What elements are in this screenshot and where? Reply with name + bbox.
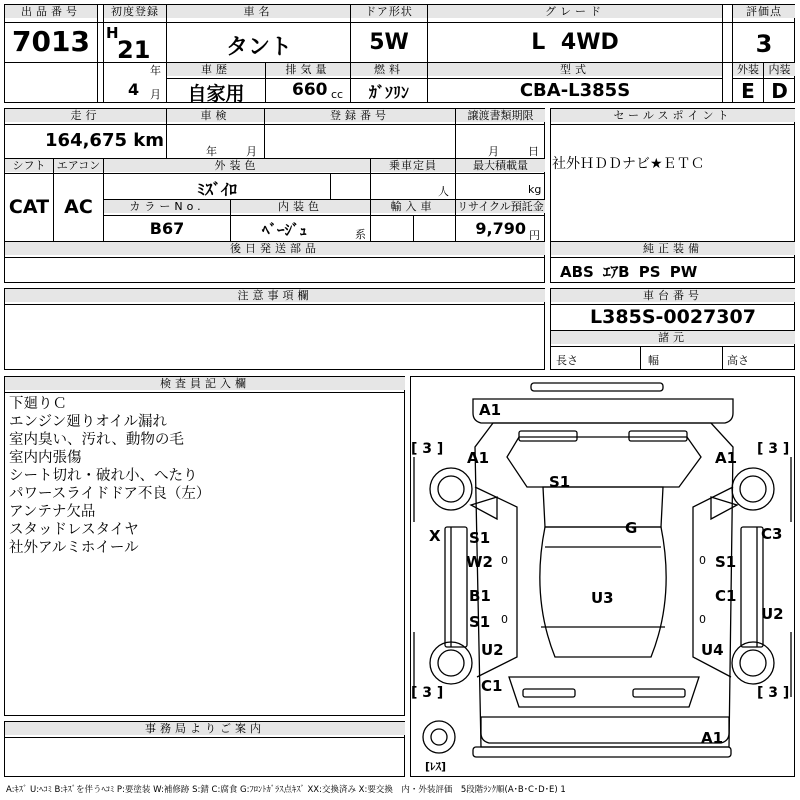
capacity-unit: 人 xyxy=(438,185,449,198)
score-label: 評価点 xyxy=(733,5,795,18)
model-label: 型式 xyxy=(428,63,722,76)
body-outline xyxy=(475,423,733,747)
era: H xyxy=(106,24,119,42)
mark-right-rocker-b: U2 xyxy=(761,605,784,623)
reg-number-label: 登録番号 xyxy=(265,109,455,122)
inspector-line: エンジン廻りオイル漏れ xyxy=(9,414,168,430)
inspector-line: 社外アルミホイール xyxy=(9,540,139,556)
import-label: 輸入車 xyxy=(371,200,455,213)
inspector-line: 下廻りＣ xyxy=(9,396,67,412)
shift: CAT xyxy=(8,196,50,218)
mark-left-rocker: X xyxy=(429,527,441,545)
grade-label: グレード xyxy=(428,5,722,18)
exterior-label: 外装 xyxy=(733,63,763,76)
grade: L 4WD xyxy=(531,30,619,55)
inspector-label: 検査員記入欄 xyxy=(5,377,405,390)
lot-label: 出品番号 xyxy=(5,5,97,18)
mark-rear-bumper: A1 xyxy=(701,729,724,747)
sales-point-label: セールスポイント xyxy=(551,109,795,122)
shift-label: シフト xyxy=(5,159,53,172)
fuel-label: 燃料 xyxy=(351,63,427,76)
interior-color: ﾍﾞｰｼﾞｭ xyxy=(262,221,308,239)
door-type-label: ドア形状 xyxy=(351,5,427,18)
recycle-fee-label: リサイクル預託金 xyxy=(457,200,544,213)
mark-left-rear-bottom: C1 xyxy=(481,677,503,695)
car-name: タント xyxy=(225,35,292,60)
chassis-number: L385S-0027307 xyxy=(590,306,756,328)
chassis-label: 車台番号 xyxy=(551,289,795,302)
interior-grade: D xyxy=(771,79,788,103)
color-number-label: カラーNo. xyxy=(104,200,230,213)
history-label: 車歴 xyxy=(167,63,265,76)
height-label: 高さ xyxy=(727,354,749,367)
equipment-label: 純正装備 xyxy=(551,242,795,255)
recycle-fee: 9,790 xyxy=(475,219,526,238)
recycle-fee-unit: 円 xyxy=(529,229,540,242)
displacement: 660 xyxy=(292,80,328,100)
interior-label: 内装 xyxy=(764,63,795,76)
aircon-label: エアコン xyxy=(54,159,103,172)
mark-right-front-door: S1 xyxy=(715,553,737,571)
exterior-grade: E xyxy=(741,79,755,103)
history: 自家用 xyxy=(187,83,245,105)
fuel: ｶﾞｿﾘﾝ xyxy=(368,83,409,102)
inspector-line: 室内内張傷 xyxy=(9,450,82,466)
mark-zero-2: 0 xyxy=(699,554,706,567)
tread-rear-right: [ 3 ] xyxy=(757,685,790,701)
inspection-year-unit: 年 xyxy=(206,145,217,158)
first-reg-label: 初度登録 xyxy=(104,5,166,18)
displacement-label: 排気量 xyxy=(266,63,350,76)
front-bumper-part xyxy=(531,383,663,391)
transfer-deadline-label: 譲渡書類期限 xyxy=(456,109,545,122)
inspector-line: スタッドレスタイヤ xyxy=(9,522,139,538)
mark-left-front-door-a: S1 xyxy=(469,529,491,547)
car-diagram xyxy=(410,376,795,777)
notes-label: 注意事項欄 xyxy=(5,289,545,302)
car-name-label: 車名 xyxy=(167,5,350,18)
inspector-line: パワースライドドア不良（左） xyxy=(9,486,211,502)
inspector-line: 室内臭い、汚れ、動物の毛 xyxy=(9,432,184,448)
tread-rear-left: [ 3 ] xyxy=(411,685,444,701)
later-parts-label: 後日発送部品 xyxy=(5,242,545,255)
transfer-day-unit: 日 xyxy=(528,145,539,158)
mark-left-front-door-b: W2 xyxy=(466,553,493,571)
spare-tire-note: [ﾚｽ] xyxy=(425,760,447,773)
mark-zero-4: 0 xyxy=(699,613,706,626)
exterior-color: ﾐｽﾞｲﾛ xyxy=(196,180,237,199)
lot-number: 7013 xyxy=(12,25,90,58)
color-number: B67 xyxy=(149,219,185,238)
length-label: 長さ xyxy=(556,354,578,367)
interior-color-unit: 系 xyxy=(355,228,366,241)
wheel-front-left xyxy=(430,468,472,510)
mark-zero-3: 0 xyxy=(501,613,508,626)
equipment-text: ABS ｴｱB PS PW xyxy=(560,263,698,281)
mark-left-rear-quarter: U2 xyxy=(481,641,504,659)
capacity-label: 乗車定員 xyxy=(371,159,455,172)
aircon: AC xyxy=(64,196,93,218)
mark-right-rocker-a: C3 xyxy=(761,525,783,543)
mileage-label: 走行 xyxy=(5,109,166,122)
office-label: 事務局よりご案内 xyxy=(5,722,405,735)
displacement-unit: cc xyxy=(331,88,344,101)
tread-front-left: [ 3 ] xyxy=(411,441,444,457)
specs-label: 諸元 xyxy=(551,331,795,344)
mark-hood: S1 xyxy=(549,473,571,491)
front-bumper-outline xyxy=(473,399,733,423)
transfer-month-unit: 月 xyxy=(488,145,499,158)
mark-left-rear-door-b: S1 xyxy=(469,613,491,631)
wheel-rear-right xyxy=(732,642,774,684)
wheel-rear-left xyxy=(430,642,472,684)
mark-windshield: G xyxy=(625,519,638,537)
inspection-month-unit: 月 xyxy=(246,145,257,158)
sales-point-text: 社外ＨＤＤナビ★ＥＴＣ xyxy=(552,156,705,172)
inspection-label: 車検 xyxy=(167,109,264,122)
mark-front-bumper: A1 xyxy=(479,401,502,419)
inspector-line: アンテナ欠品 xyxy=(9,504,96,520)
mark-roof: U3 xyxy=(591,589,614,607)
mark-left-rear-door-a: B1 xyxy=(469,587,491,605)
inspector-comments xyxy=(9,395,210,557)
legend: A:ｷｽﾞ U:ﾍｺﾐ B:ｷｽﾞを伴うﾍｺﾐ P:要塗装 W:補修跡 S:錆 C:腐食 G:ﾌﾛﾝﾄｶﾞﾗｽ点ｷｽﾞ XX:交換済み X:要交換 内・外装評価 5段階ﾗﾝｸ順(A･B･C･D･E) 1 xyxy=(6,785,566,795)
mark-zero-1: 0 xyxy=(501,554,508,567)
hood-outline xyxy=(507,437,701,487)
tread-front-right: [ 3 ] xyxy=(757,441,790,457)
door-type: 5W xyxy=(369,30,409,55)
max-load-label: 最大積載量 xyxy=(456,159,545,172)
mark-front-left-fender: A1 xyxy=(467,449,490,467)
model-code: CBA-L385S xyxy=(519,80,631,101)
score: 3 xyxy=(755,30,773,58)
year-unit: 年 xyxy=(150,64,161,77)
load-unit: kg xyxy=(528,183,542,196)
mark-front-right-fender: A1 xyxy=(715,449,738,467)
rear-bumper-outline xyxy=(481,717,729,743)
month-unit: 月 xyxy=(150,88,161,101)
mark-right-rear-quarter: U4 xyxy=(701,641,724,659)
spare-tire xyxy=(423,721,455,753)
inspector-line: シート切れ・破れ小、へたり xyxy=(9,468,198,484)
mark-right-rear-door: C1 xyxy=(715,587,737,605)
mileage: 164,675 km xyxy=(45,130,164,151)
exterior-color-label: 外装色 xyxy=(104,159,370,172)
interior-color-label: 内装色 xyxy=(231,200,370,213)
reg-month: 4 xyxy=(128,80,140,99)
wheel-front-right xyxy=(732,468,774,510)
reg-year: 21 xyxy=(117,36,151,64)
width-label: 幅 xyxy=(648,354,659,367)
